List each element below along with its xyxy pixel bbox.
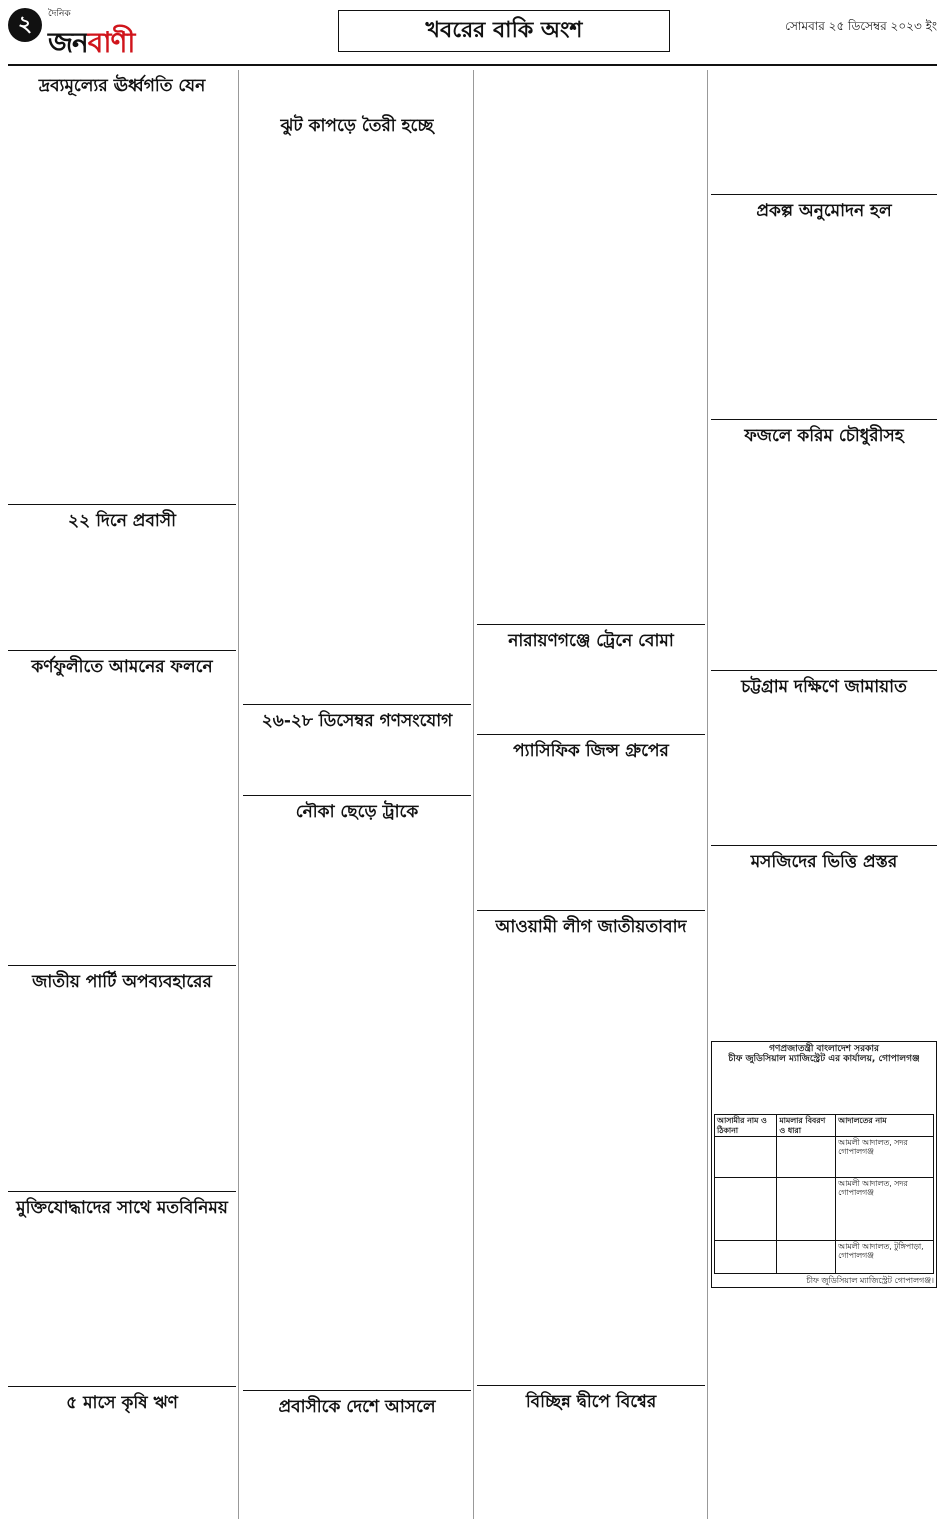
article-body xyxy=(243,736,471,791)
logo-word-black: জন xyxy=(48,26,88,59)
section-title: খবরের বাকি অংশ xyxy=(338,10,670,52)
divider xyxy=(8,1191,236,1192)
article-body xyxy=(8,536,236,646)
headline: নারায়ণগঞ্জে ট্রেনে বোমা xyxy=(508,631,674,651)
column-4 xyxy=(711,70,937,1520)
table-header: আসামীর নাম ও ঠিকানা xyxy=(715,1115,777,1137)
table-cell: আমলী আদালত, সদর গোপালগঞ্জ xyxy=(836,1136,934,1177)
column-2 xyxy=(243,70,471,1520)
notice-government: গণপ্রজাতন্ত্রী বাংলাদেশ সরকার xyxy=(769,1043,879,1054)
table-cell: আমলী আদালত, সদর গোপালগঞ্জ xyxy=(836,1177,934,1240)
notice-office: চীফ জুডিসিয়াল ম্যাজিস্ট্রেট এর কার্যালয়, গোপালগঞ্জ xyxy=(728,1054,920,1065)
logo xyxy=(48,6,134,68)
headline: জাতীয় পার্টি অপব্যবহারের xyxy=(32,972,212,993)
headline: চট্টগ্রাম দক্ষিণে জামায়াত xyxy=(741,676,907,697)
headline: প্রকল্প অনুমোদন হল xyxy=(756,201,892,221)
table-row xyxy=(715,1136,934,1177)
headline: আওয়ামী লীগ জাতীয়তাবাদ xyxy=(495,916,687,937)
notice-signature: চীফ জুডিসিয়াল ম্যাজিস্ট্রেট গোপালগঞ্জ। xyxy=(806,1275,934,1285)
article-body xyxy=(243,140,471,700)
table-header: মামলার বিবরণ ও ধারা xyxy=(777,1115,836,1137)
divider xyxy=(711,845,937,846)
headline: ৫ মাসে কৃষি ঋণ xyxy=(66,1392,178,1413)
article-body xyxy=(711,877,937,1037)
divider xyxy=(477,910,705,911)
notice-table xyxy=(714,1114,934,1274)
masthead xyxy=(8,6,937,66)
article-body xyxy=(243,70,471,110)
divider xyxy=(711,670,937,671)
divider xyxy=(477,734,705,735)
page-number: ২ xyxy=(8,8,42,42)
headline: নৌকা ছেড়ে ট্রাকে xyxy=(295,801,419,822)
table-row xyxy=(715,1177,934,1240)
table-header: আদালতের নাম xyxy=(836,1115,934,1137)
headline: প্রবাসীকে দেশে আসলে xyxy=(278,1397,436,1418)
headline: প্যাসিফিক জিন্স গ্রুপের xyxy=(513,741,669,762)
headline: মসজিদের ভিত্তি প্রস্তর xyxy=(750,852,898,873)
divider xyxy=(477,1385,705,1386)
headline: ২৬-২৮ ডিসেম্বর গণসংযোগ xyxy=(261,711,453,732)
headline: ফজলে করিম চৌধুরীসহ xyxy=(744,426,904,447)
divider xyxy=(243,1390,471,1391)
column-1 xyxy=(8,70,236,1520)
headline: ২২ দিনে প্রবাসী xyxy=(68,511,176,532)
divider xyxy=(8,504,236,505)
divider xyxy=(711,194,937,195)
article-body xyxy=(477,941,705,1381)
notice-body xyxy=(714,1065,934,1111)
article-body xyxy=(243,826,471,1386)
divider xyxy=(8,965,236,966)
article-body xyxy=(711,70,937,190)
table-cell: আমলী আদালত, টুঙ্গিপাড়া, গোপালগঞ্জ xyxy=(836,1240,934,1273)
logo-word-red: বাণী xyxy=(87,26,135,59)
column-divider xyxy=(707,70,708,1519)
column-3 xyxy=(477,70,705,1520)
article-body xyxy=(8,997,236,1187)
divider xyxy=(243,795,471,796)
article-body xyxy=(711,701,937,841)
article-body xyxy=(243,1422,471,1512)
divider xyxy=(711,419,937,420)
column-divider xyxy=(473,70,474,1519)
logo-prefix: দৈনিক xyxy=(48,9,71,19)
divider xyxy=(477,624,705,625)
article-body xyxy=(8,100,236,500)
dateline: সোমবার ২৫ ডিসেম্বর ২০২৩ ইং xyxy=(785,19,937,33)
headline: বিচ্ছিন্ন দ্বীপে বিশ্বের xyxy=(525,1392,657,1413)
article-body xyxy=(8,1417,236,1477)
divider xyxy=(243,704,471,705)
headline: কর্ণফুলীতে আমনের ফলনে xyxy=(31,656,213,677)
table-row xyxy=(715,1240,934,1273)
article-body xyxy=(477,1417,705,1497)
article-body xyxy=(8,681,236,961)
article-body xyxy=(711,451,937,666)
headline: ঝুট কাপড়ে তৈরী হচ্ছে xyxy=(280,116,434,136)
article-body xyxy=(711,225,937,415)
divider xyxy=(8,650,236,651)
court-notice xyxy=(711,1041,937,1289)
article-body xyxy=(477,766,705,906)
headline: মুক্তিযোদ্ধাদের সাথে মতবিনিময় xyxy=(16,1197,228,1218)
article-body xyxy=(477,70,705,620)
headline: দ্রব্যমূল্যের ঊর্ধ্বগতি যেন xyxy=(38,76,206,96)
article-body xyxy=(477,655,705,730)
divider xyxy=(8,1386,236,1387)
article-body xyxy=(8,1222,236,1382)
column-divider xyxy=(238,70,239,1519)
